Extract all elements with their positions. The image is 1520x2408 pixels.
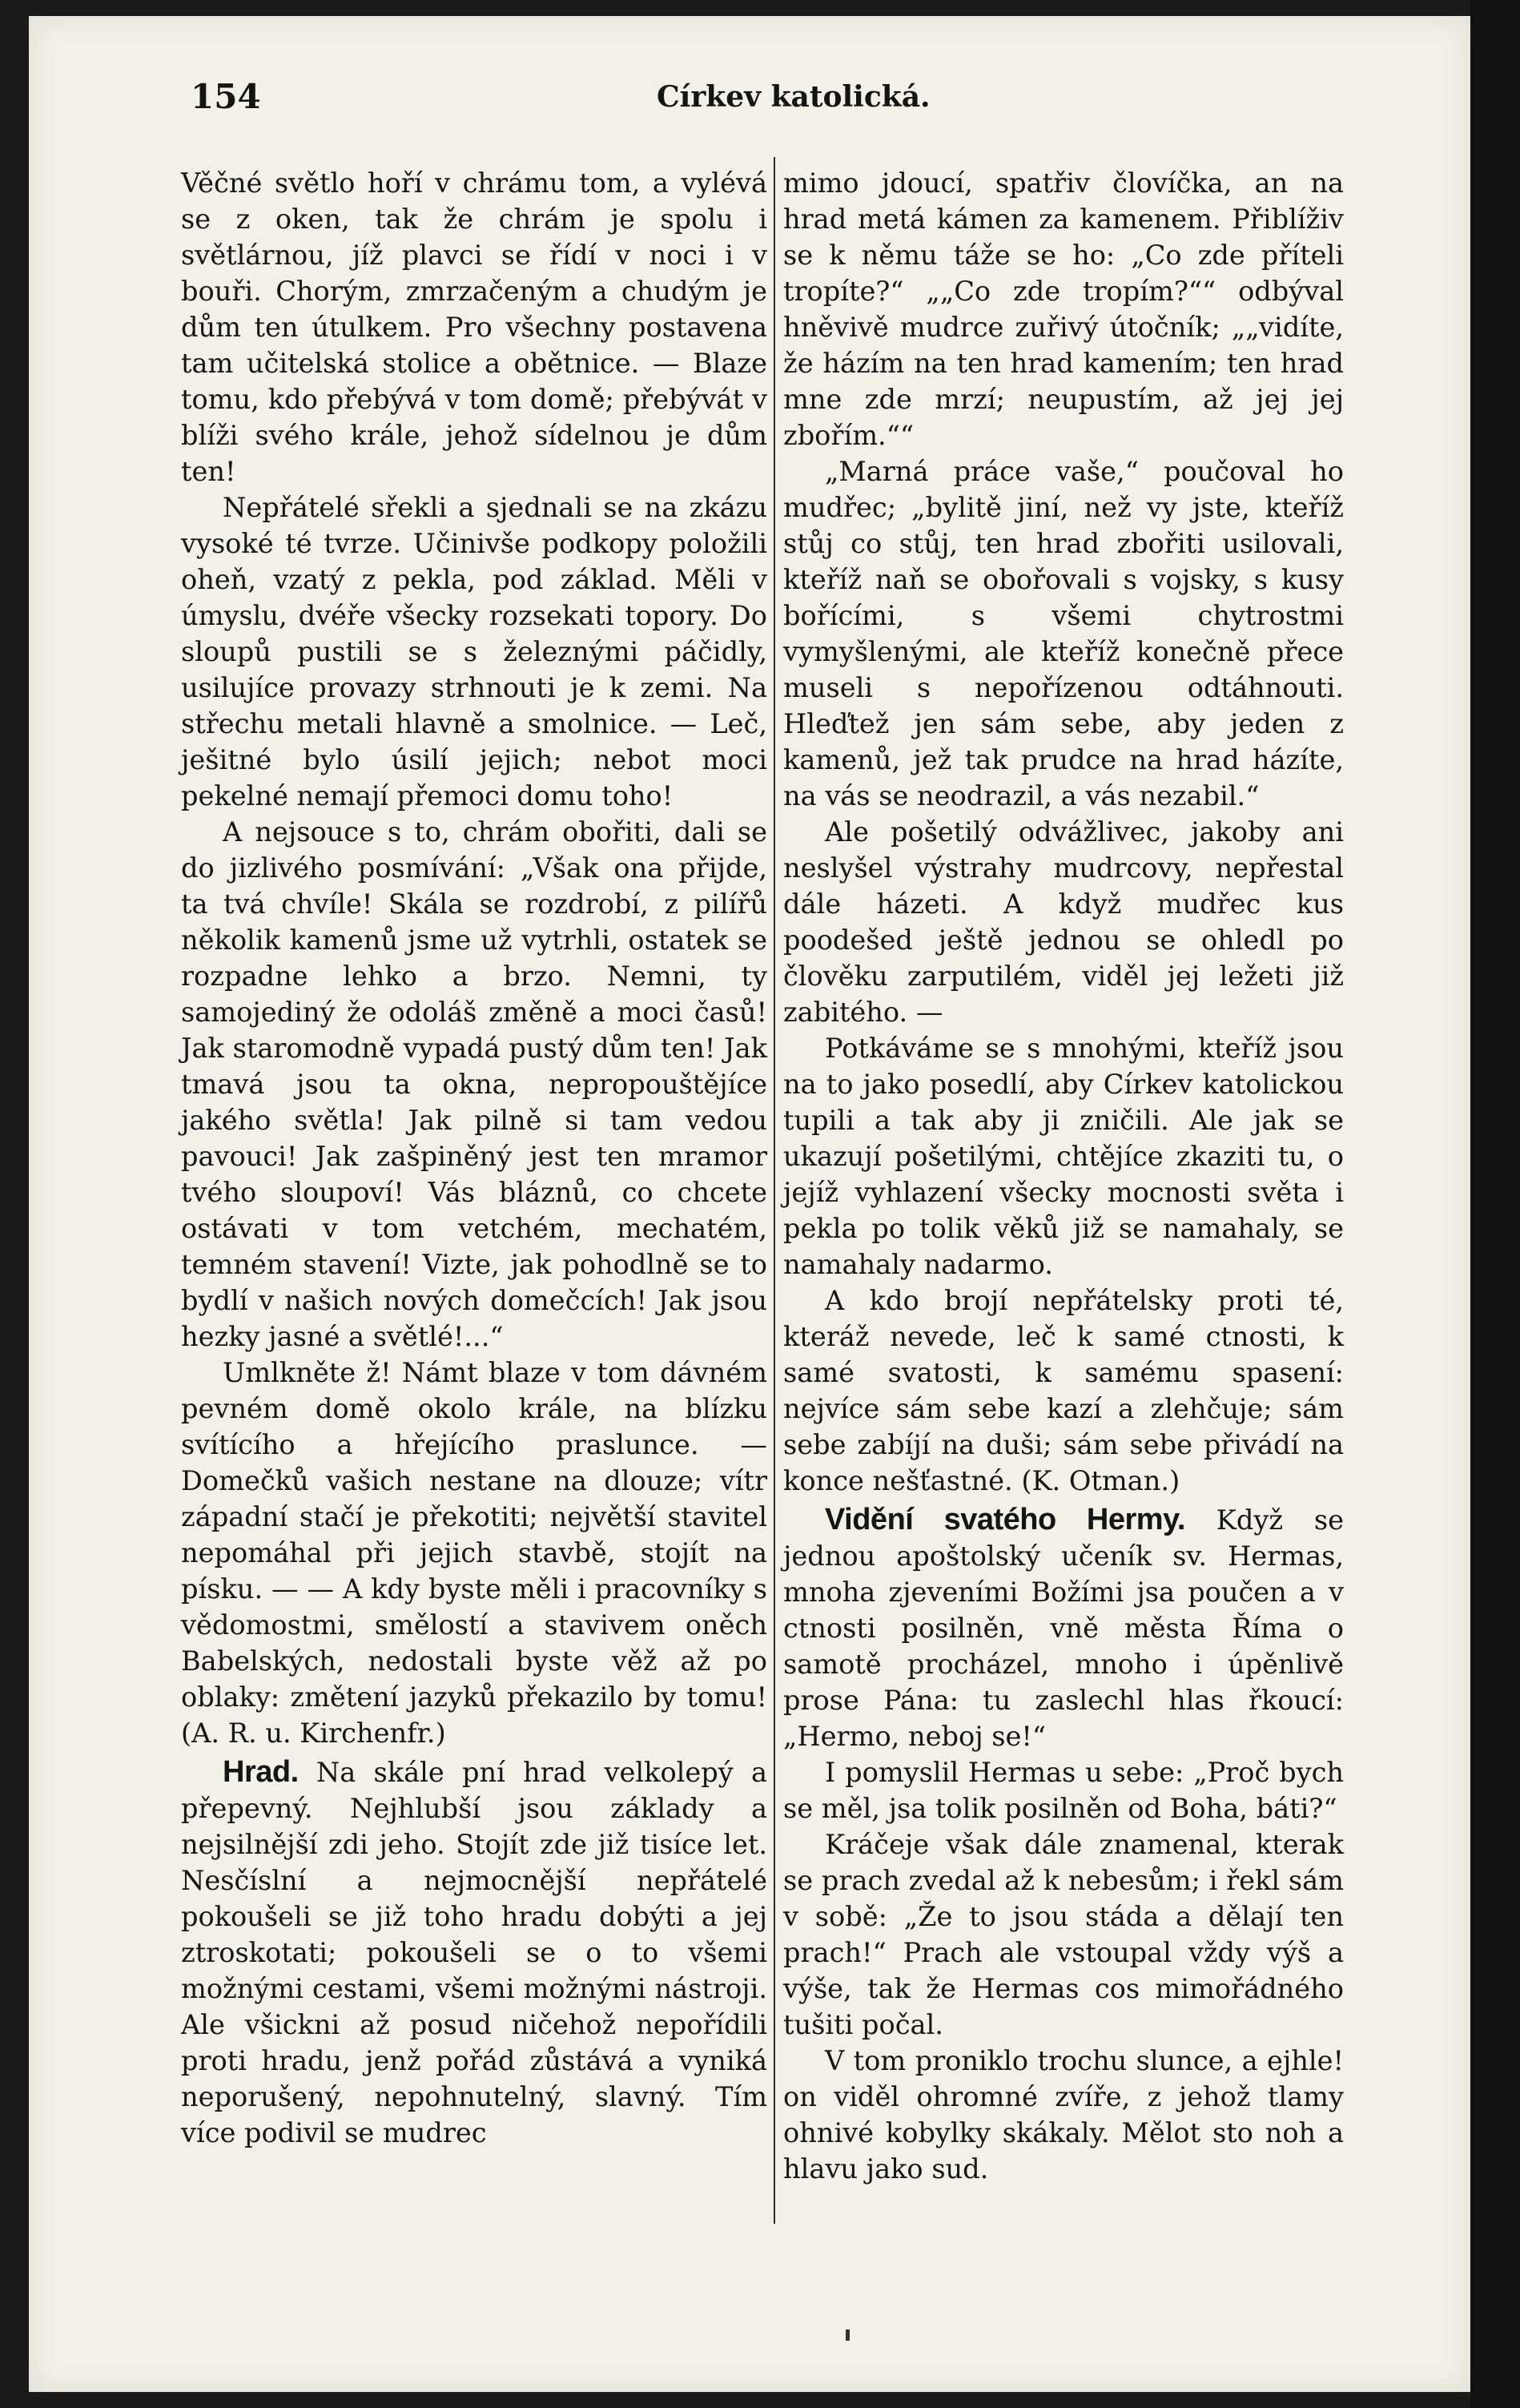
section-paragraph [783,1502,1344,1754]
section-heading: Vidění svatého Hermy. [825,1503,1185,1536]
paragraph: Nepřátelé sřekli a sjednali se na zkázu vysoké té tvrze. Učinivše podkopy položili oheň, vzatý z pekla, pod základ. Měli v úmyslu, dvéře všecky rozsekati topory. Do sloupů pustili se s železnými páčidly, usilujíce provazy strhnouti je k zemi. Na střechu metali hlavně a smolnice. — Leč, ješitné bylo úsilí jejich; nebot moci pekelné nemají přemoci domu toho! [181,492,767,811]
paragraph: Věčné světlo hoří v chrámu tom, a vylévá se z oken, tak že chrám je spolu i světlárnou, jíž plavci se řídí v noci i v bouři. Chorým, zmrzačeným a chudým je dům ten útulkem. Pro všechny postavena tam učitelská stolice a obětnice. — Blaze tomu, kdo přebývá v tom domě; přebývát v blíži svého krále, jehož sídelnou je dům ten! [181,167,767,487]
paragraph: „Marná práce vaše,“ poučoval ho mudřec; „bylitě jiní, než vy jste, kteříž stůj co stůj, ten hrad zbořiti usilovali, kteříž naň se obořovali s vojsky, s kusy bořícími, s všemi chytrostmi vymyšlenými, ale kteříž konečně přece museli s nepořízenou odtáhnouti. Hleďtež jen sám sebe, aby jeden z kamenů, jež tak prudce na hrad házíte, na vás se neodrazil, a vás nezabil.“ [783,456,1344,811]
section-paragraph [181,1754,767,2151]
paragraph: Potkáváme se s mnohými, kteříž jsou na to jako posedlí, aby Církev katolickou tupili a tak aby ji zničili. Ale jak se ukazují pošetilými, chtějíce zkaziti tu, o jejíž vyhlazení všecky mocnosti světa i pekla po tolik věků již se namahaly, se namahaly nadarmo. [783,1033,1344,1280]
running-title: Církev katolická. [657,80,931,114]
section-text: Na skále pní hrad velkolepý a přepevný. Nejhlubší jsou základy a nejsilnější zdi jeho. Stojít zde již tisíce let. Nesčíslní a nejmocnější nepřátelé pokoušeli se již toho hradu dobýti a jej ztroskotati; pokoušeli se o to všemi možnými cestami, všemi možnými nástroji. Ale všickni až posud ničehož nepořídili proti hradu, jenž pořád zůstává a vyniká neporušený, nepohnutelný, slavný. Tím více podivil se mudrec [181,1757,767,2148]
print-mark [846,2329,850,2341]
left-column [181,165,767,2151]
paragraph: A kdo brojí nepřátelsky proti té, kteráž nevede, leč k samé ctnosti, k samé svatosti, k samému spasení: nejvíce sám sebe kazí a zlehčuje; sám sebe zabíjí na duši; sám sebe přivádí na konce nešťastné. (K. Otman.) [783,1285,1344,1496]
paragraph: A nejsouce s to, chrám obořiti, dali se do jizlivého posmívání: „Však ona přijde, ta tvá chvíle! Skála se rozdrobí, z pilířů několik kamenů jsme už vytrhli, ostatek se rozpadne lehko a brzo. Nemni, ty samojediný že odoláš změně a moci časů! Jak staromodně vypadá pustý dům ten! Jak tmavá jsou ta okna, nepropouštějíce jakého světla! Jak pilně si tam vedou pavouci! Jak zašpiněný jest ten mramor tvého sloupoví! Vás bláznů, co chcete ostávati v tom vetchém, mechatém, temném stavení! Vizte, jak pohodlně se to bydlí v našich nových domečcích! Jak jsou hezky jasné a světlé!...“ [181,816,767,1352]
column-divider [774,157,775,2224]
section-text: Když se jednou apoštolský učeník sv. Hermas, mnoha zjeveními Božími jsa poučen a v ctnosti posilněn, vně města Říma o samotě procházel, mnoho i úpěnlivě prose Pána: tu zaslechl hlas řkoucí: „Hermo, neboj se!“ [783,1504,1344,1752]
section-heading: Hrad. [223,1755,299,1789]
paragraph: Ale pošetilý odvážlivec, jakoby ani neslyšel výstrahy mudrcovy, nepřestal dále házeti. A když mudřec kus poodešed ještě jednou se ohledl po člověku zarputilém, viděl jej ležeti již zabitého. — [783,816,1344,1028]
scan-edge [1470,0,1520,2408]
paragraph: Kráčeje však dále znamenal, kterak se prach zvedal až k nebesům; i řekl sám v sobě: „Že to jsou stáda a dělají ten prach!“ Prach ale vstoupal vždy výš a výše, tak že Hermas cos mimořádného tušiti počal. [783,1829,1344,2040]
paragraph: I pomyslil Hermas u sebe: „Proč bych se měl, jsa tolik posilněn od Boha, báti?“ [783,1757,1344,1824]
paragraph: mimo jdoucí, spatřiv človíčka, an na hrad metá kámen za kamenem. Přiblíživ se k němu táže se ho: „Co zde příteli tropíte?“ „„Co zde tropím?““ odbýval hněvivě mudrce zuřivý útočník; „„vidíte, že házím na ten hrad kamením; ten hrad mne zde mrzí; neupustím, až jej jej zbořím.““ [783,167,1344,451]
page-number: 154 [191,77,261,116]
right-column [783,165,1344,2187]
page-header [0,77,1520,117]
paragraph: Umlkněte ž! Námt blaze v tom dávném pevném domě okolo krále, na blízku svítícího a hřejícího praslunce. — Domečků vašich nestane na dlouze; vítr západní stačí je překotiti; největší stavitel nepomáhal při jejich stavbě, stojít na písku. — — A kdy byste měli i pracovníky s vědomostmi, smělostí a stavivem oněch Babelských, nedostali byste věž až po oblaky: změtení jazyků překazilo by tomu! (A. R. u. Kirchenfr.) [181,1357,767,1749]
paragraph: V tom proniklo trochu slunce, a ejhle! on viděl ohromné zvíře, z jehož tlamy ohnivé kobylky skákaly. Mělot sto noh a hlavu jako sud. [783,2045,1344,2185]
